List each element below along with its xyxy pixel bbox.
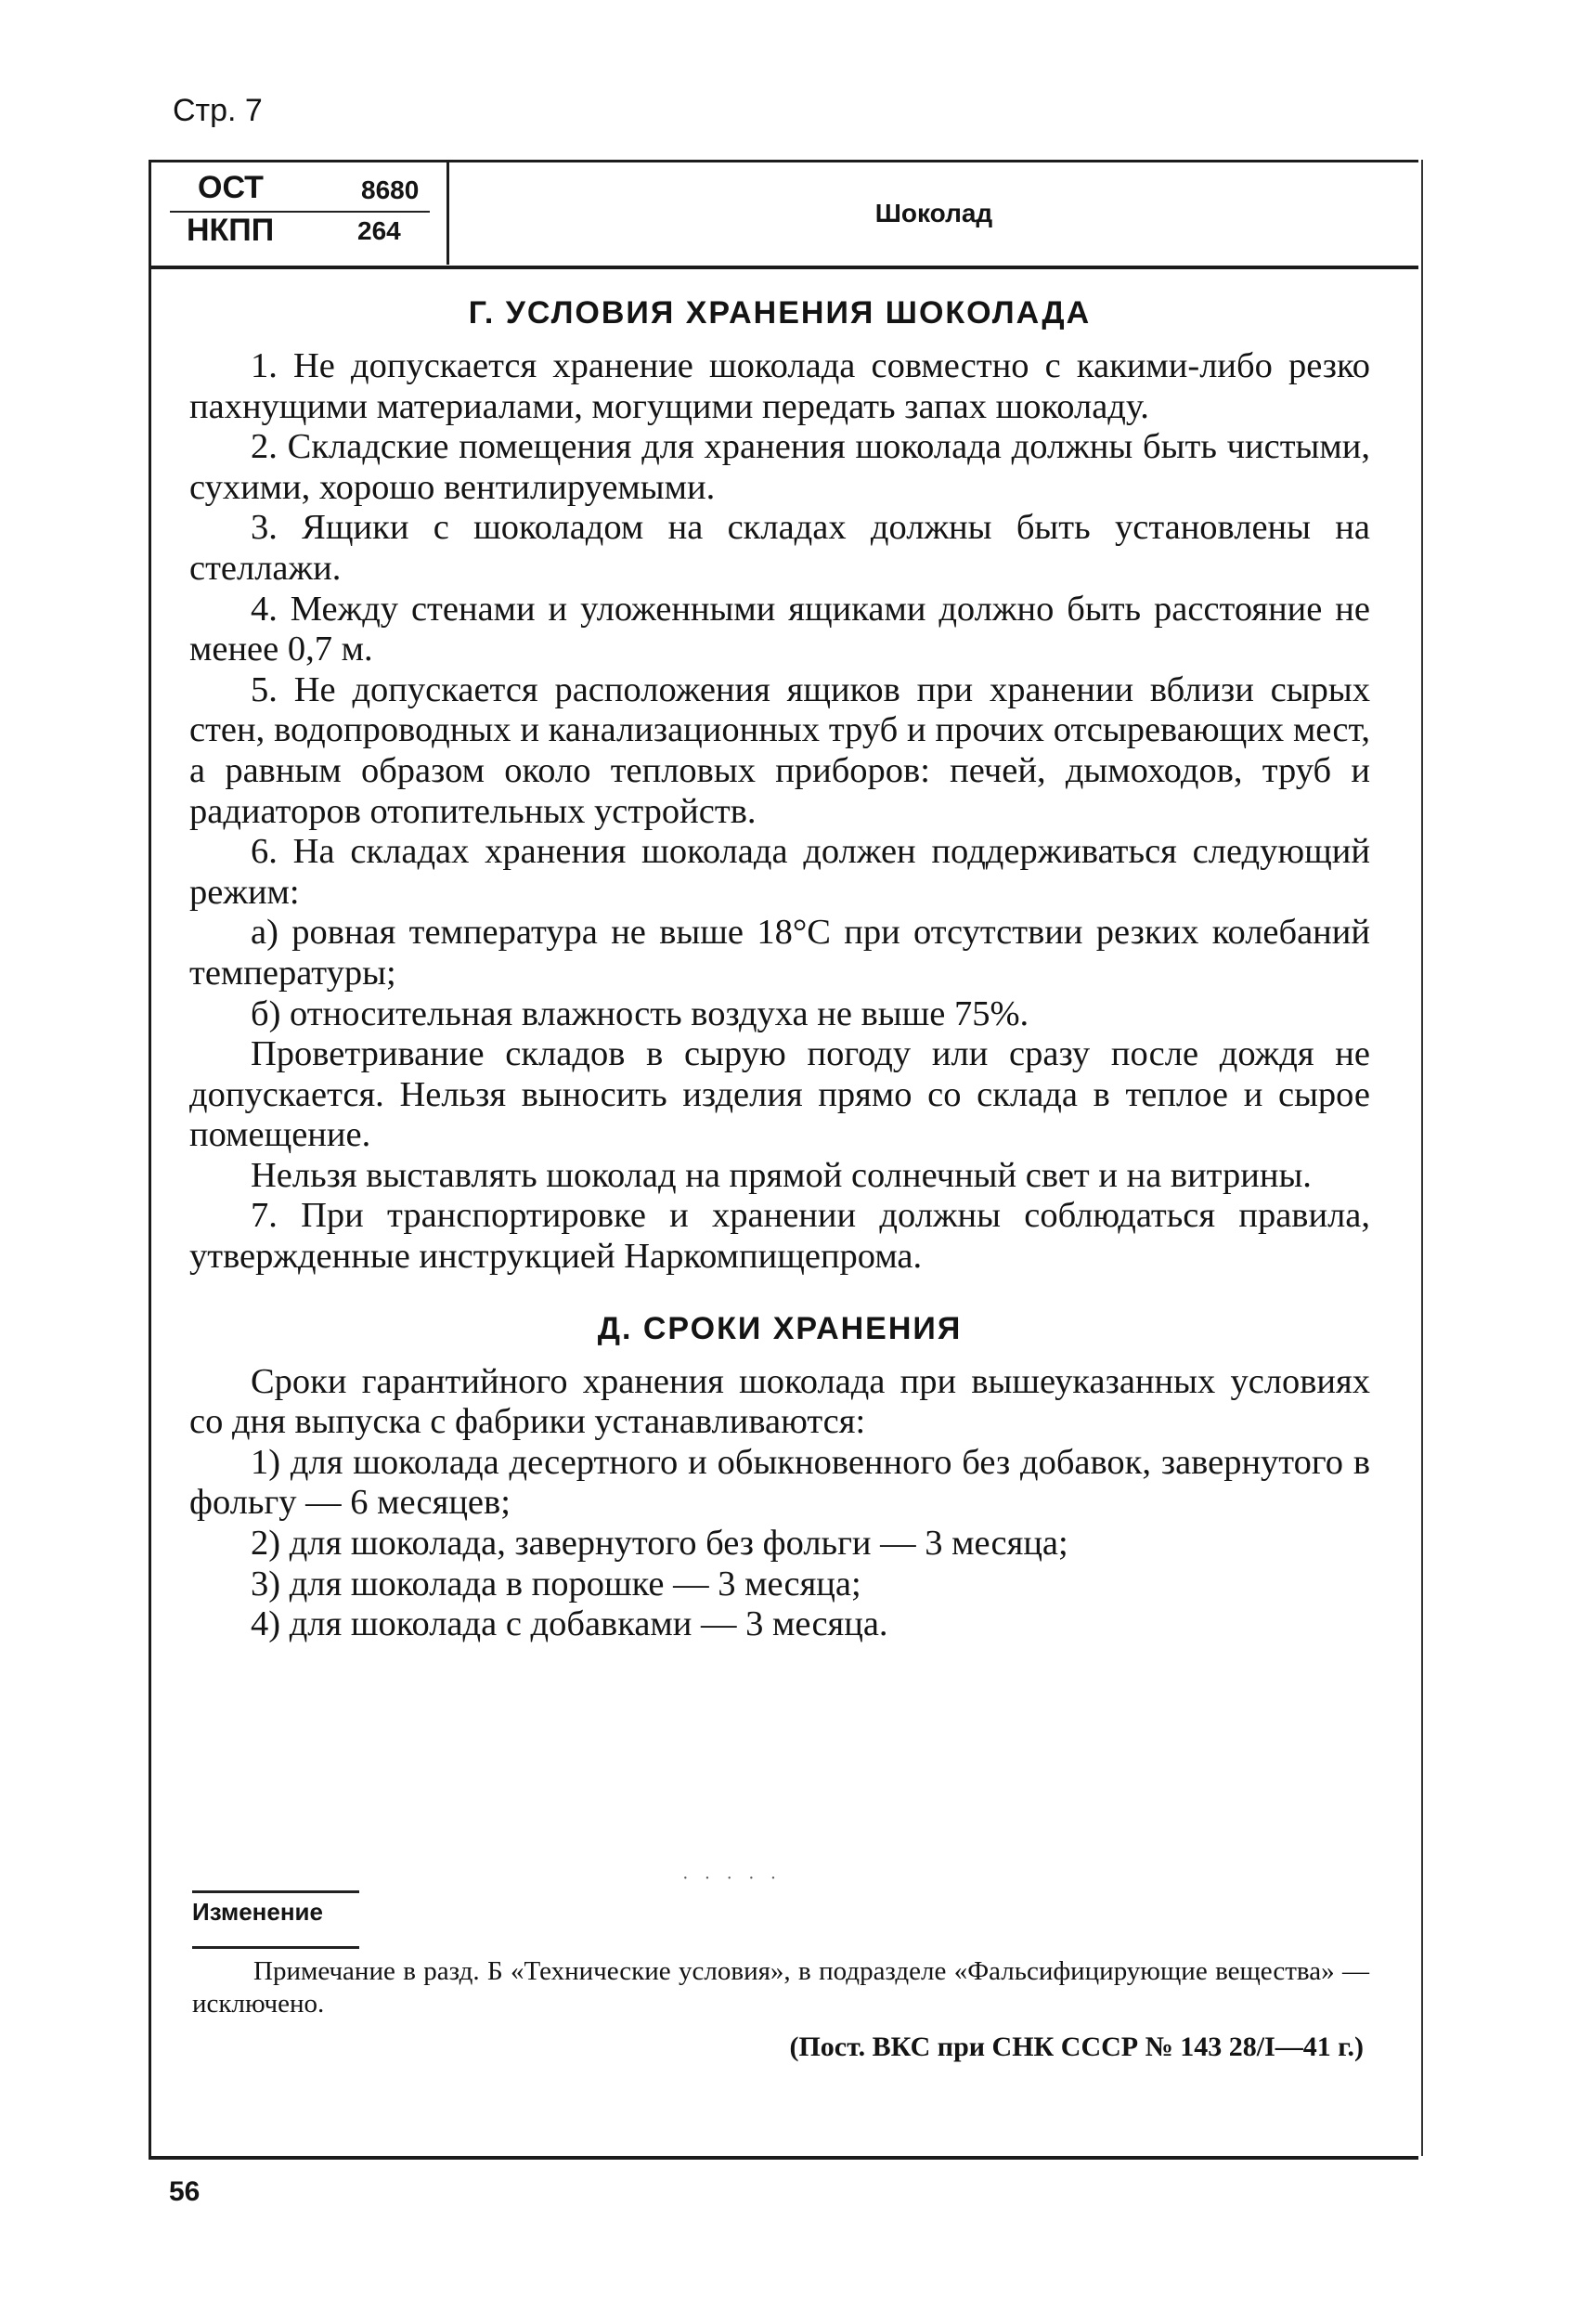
section-d-paragraph: Сроки гарантийного хранения шоколада при вышеуказанных условиях со дня выпуска с фабрики устанавливаются: — [189, 1361, 1370, 1442]
section-g-paragraph: 1. Не допускается хранение шоколада совместно с какими-либо резко пахнущими материалами, могущими передать запах шоколаду. — [189, 346, 1370, 426]
section-d-paragraph: 4) для шоколада с добавками — 3 месяца. — [251, 1604, 888, 1644]
section-g-paragraph: 7. При транспортировке и хранении должны соблюдаться правила, утвержденные инструкцией Наркомпищепрома. — [189, 1196, 1370, 1277]
section-g-paragraph: а) ровная температура не выше 18°С при отсутствии резких колебаний температуры; — [189, 913, 1370, 993]
section-g-paragraph: 6. На складах хранения шоколада должен поддерживаться следующий режим: — [189, 832, 1370, 912]
section-d-paragraph: 2) для шоколада, завернутого без фольги — 3 месяца; — [251, 1524, 1068, 1564]
section-d-title: Д. СРОКИ ХРАНЕНИЯ — [597, 1310, 963, 1346]
ost-label: ОСТ — [198, 170, 264, 205]
section-g-paragraph: 2. Складские помещения для хранения шоколада должны быть чистыми, сухими, хорошо вентилируемыми. — [189, 427, 1370, 507]
section-g-title: Г. УСЛОВИЯ ХРАНЕНИЯ ШОКОЛАДА — [468, 295, 1092, 331]
section-g-paragraph: 5. Не допускается расположения ящиков при хранении вблизи сырых стен, водопроводных и канализационных труб и прочих отсыревающих мест, а равным образом около тепловых приборов: печей, дымоходов, труб и радиаторов отопительных устройств. — [189, 669, 1370, 831]
separator-dots: · · · · · — [682, 1868, 783, 1889]
amendment-reference: (Пост. ВКС при СНК СССР № 143 28/I—41 г.) — [789, 2032, 1364, 2062]
section-d-paragraph: 1) для шоколада десертного и обыкновенного без добавок, завернутого в фольгу — 6 месяцев; — [189, 1442, 1370, 1523]
page-number: 56 — [169, 2176, 201, 2207]
nkpp-number: 264 — [357, 216, 401, 245]
amendment-rule-bottom — [192, 1946, 359, 1949]
section-d-paragraph: 3) для шоколада в порошке — 3 месяца; — [251, 1564, 861, 1603]
amendment-rule-top — [192, 1890, 359, 1893]
section-g-paragraph: Нельзя выставлять шоколад на прямой солнечный свет и на витрины. — [251, 1155, 1312, 1195]
main-content — [189, 295, 1370, 1645]
ost-number: 8680 — [361, 175, 420, 204]
section-g-paragraph: Проветривание складов в сырую погоду или сразу после дождя не допускается. Нельзя выносить изделия прямо со склада в теплое и сырое помещение. — [189, 1034, 1370, 1155]
standard-code-cell — [151, 162, 449, 265]
frame-bottom-rule — [149, 2156, 1418, 2160]
amendment-heading: Изменение — [192, 1898, 323, 1926]
nkpp-label: НКПП — [187, 213, 275, 248]
page-label: Стр. 7 — [173, 93, 263, 128]
header-rule — [151, 266, 1418, 269]
document-title: Шоколад — [874, 199, 993, 227]
section-g-paragraph: 3. Ящики с шоколадом на складах должны быть установлены на стеллажи. — [189, 508, 1370, 588]
section-g-paragraph: б) относительная влажность воздуха не выше 75%. — [251, 993, 1029, 1033]
section-g-paragraph: 4. Между стенами и уложенными ящиками должно быть расстояние не менее 0,7 м. — [189, 589, 1370, 669]
amendment-note: Примечание в разд. Б «Технические условия», в подразделе «Фальсифицирующие вещества» — исключено. — [192, 1956, 1369, 2019]
